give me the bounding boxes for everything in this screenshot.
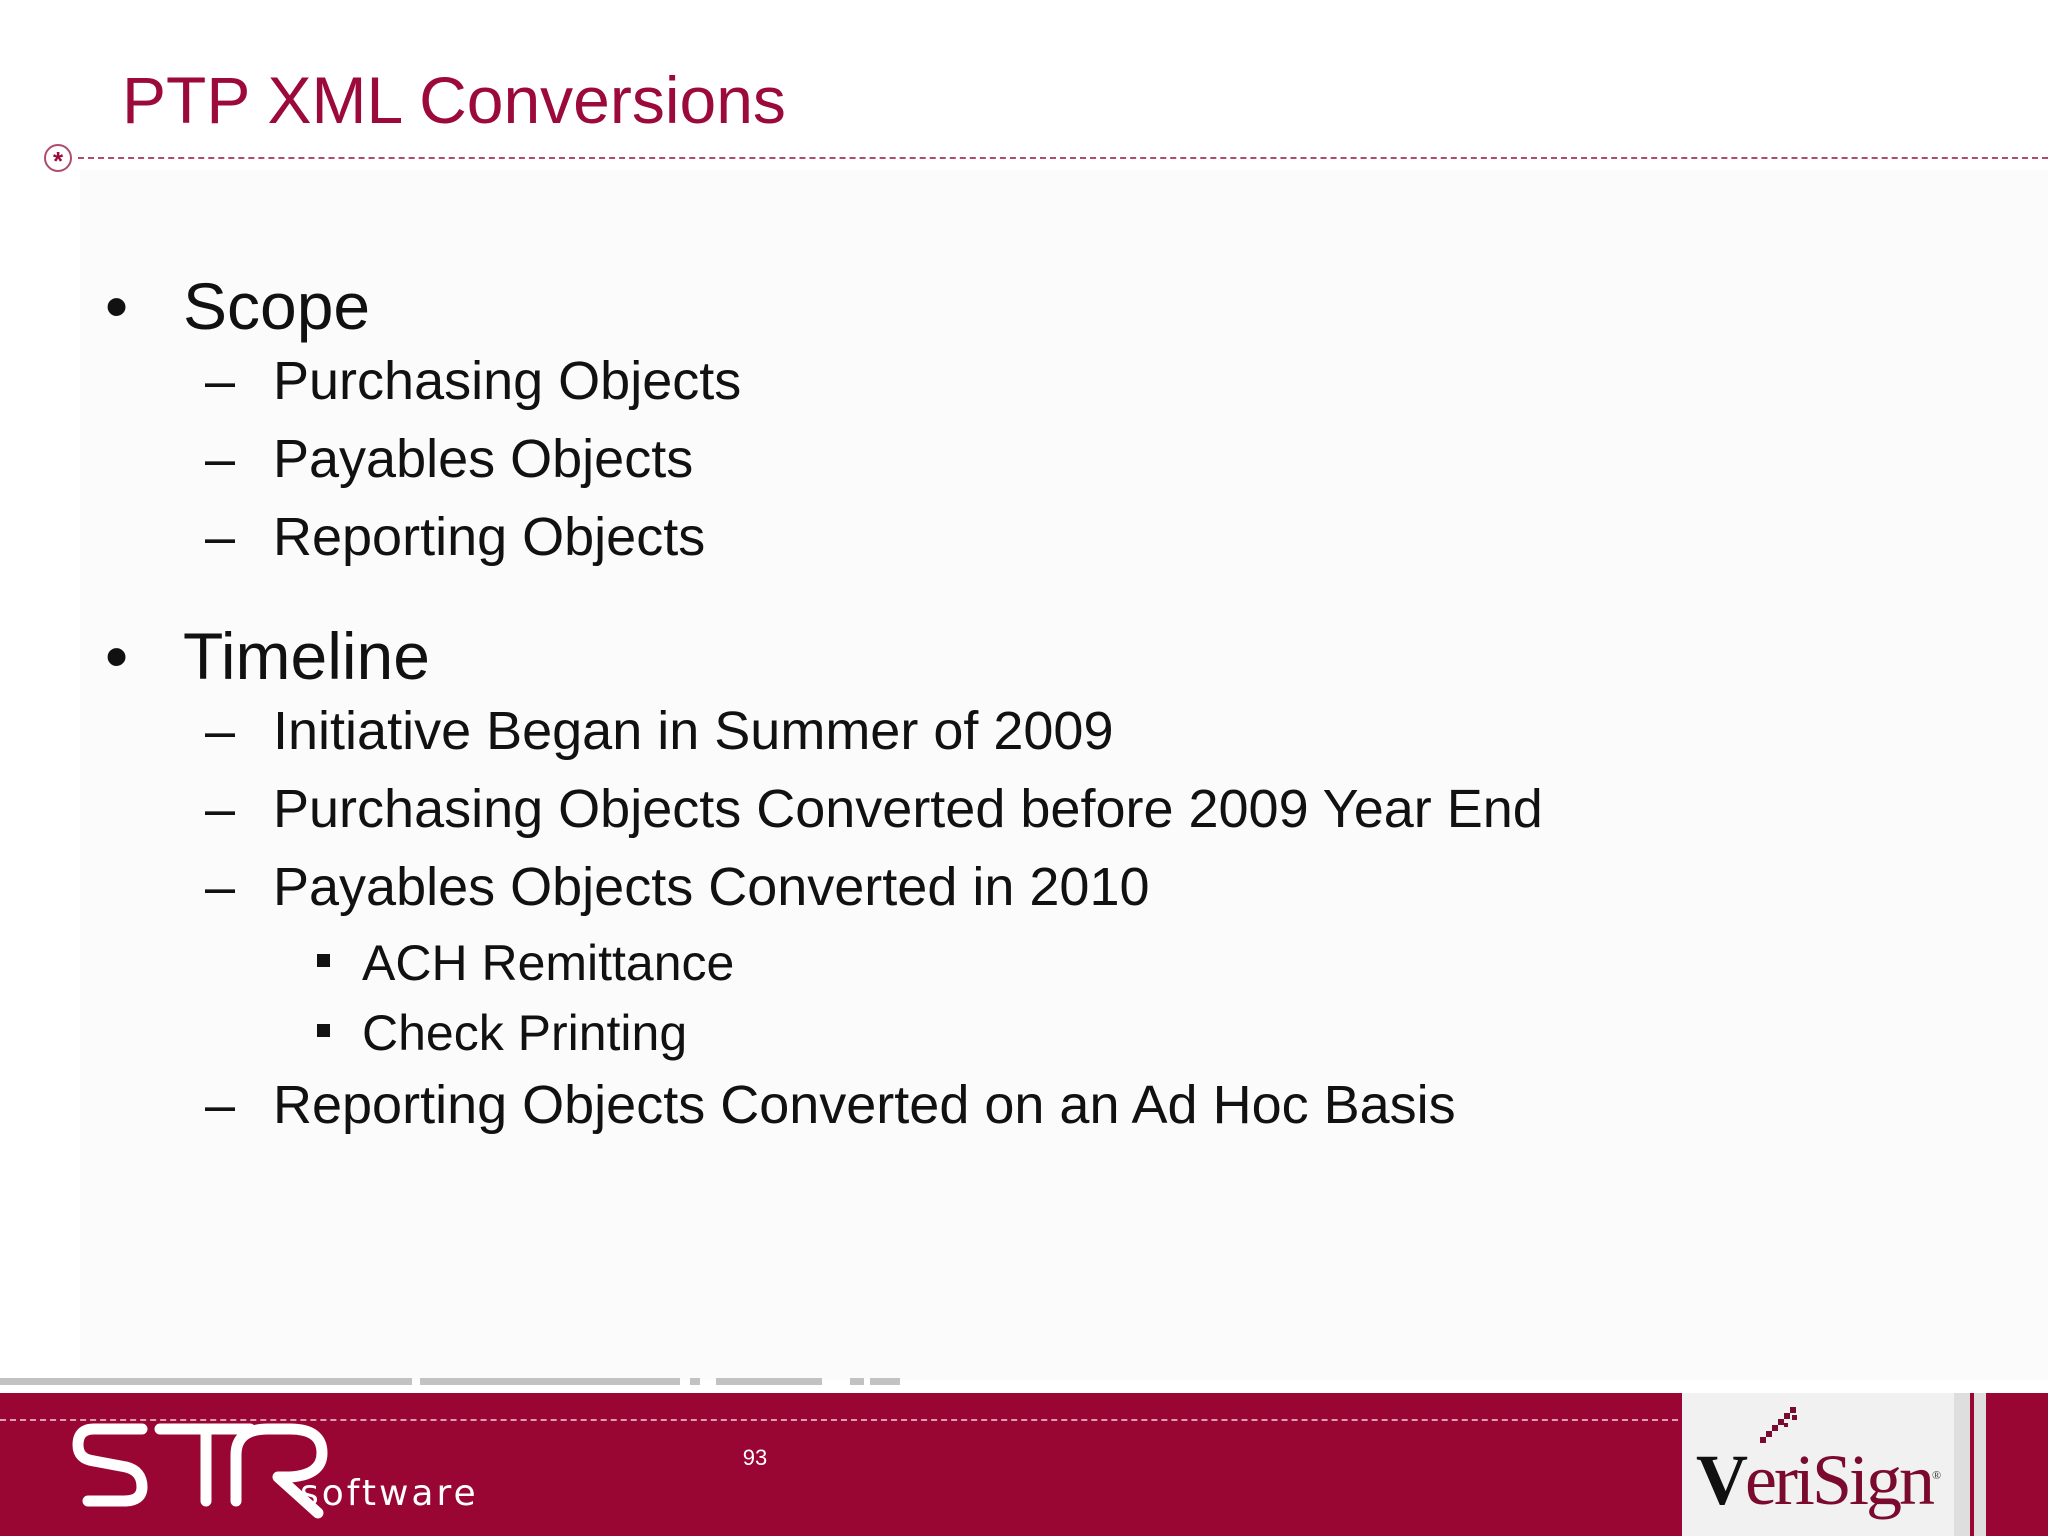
dash-marker: –	[205, 507, 236, 567]
decor-sliver	[1986, 1393, 2048, 1536]
decor-bar	[690, 1378, 700, 1385]
slide-title: PTP XML Conversions	[122, 63, 786, 137]
dash-marker: –	[205, 701, 236, 761]
decor-bar	[0, 1378, 412, 1385]
sub-bullet-label: Payables Objects	[273, 429, 694, 489]
bullet-label: Timeline	[183, 619, 430, 693]
bullet-marker: •	[105, 269, 129, 343]
sub-sub-bullet-label: Check Printing	[362, 1005, 688, 1061]
sub-bullet-label: Reporting Objects	[273, 507, 706, 567]
sub-bullet-label: Purchasing Objects	[273, 351, 742, 411]
dash-marker: –	[205, 429, 236, 489]
decor-sliver	[1974, 1393, 1986, 1536]
sub-bullet-label: Purchasing Objects Converted before 2009 Year End	[273, 779, 1543, 839]
page-number: 93	[742, 1445, 768, 1470]
dash-marker: –	[205, 1075, 236, 1135]
bullet-label: Scope	[183, 269, 371, 343]
square-bullet-icon	[317, 954, 330, 967]
dash-marker: –	[205, 351, 236, 411]
decor-bar	[870, 1378, 900, 1385]
verisign-logo: VeriSign®	[1696, 1440, 1942, 1520]
decor-bar	[420, 1378, 680, 1385]
footer	[0, 1393, 2048, 1536]
decor-bar	[850, 1378, 864, 1385]
dash-marker: –	[205, 779, 236, 839]
dash-marker: –	[205, 857, 236, 917]
sub-bullet-label: Payables Objects Converted in 2010	[273, 857, 1150, 917]
decor-bar	[716, 1378, 822, 1385]
decor-sliver	[1954, 1393, 1970, 1536]
sub-bullet-label: Initiative Began in Summer of 2009	[273, 701, 1114, 761]
bullet-marker: •	[105, 619, 129, 693]
asterisk-badge-icon: *	[44, 144, 72, 172]
square-bullet-icon	[317, 1024, 330, 1037]
sub-sub-bullet-label: ACH Remittance	[362, 935, 735, 991]
sub-bullet-label: Reporting Objects Converted on an Ad Hoc Basis	[273, 1075, 1456, 1135]
title-divider	[78, 157, 2048, 159]
str-software-word: software	[300, 1473, 479, 1514]
